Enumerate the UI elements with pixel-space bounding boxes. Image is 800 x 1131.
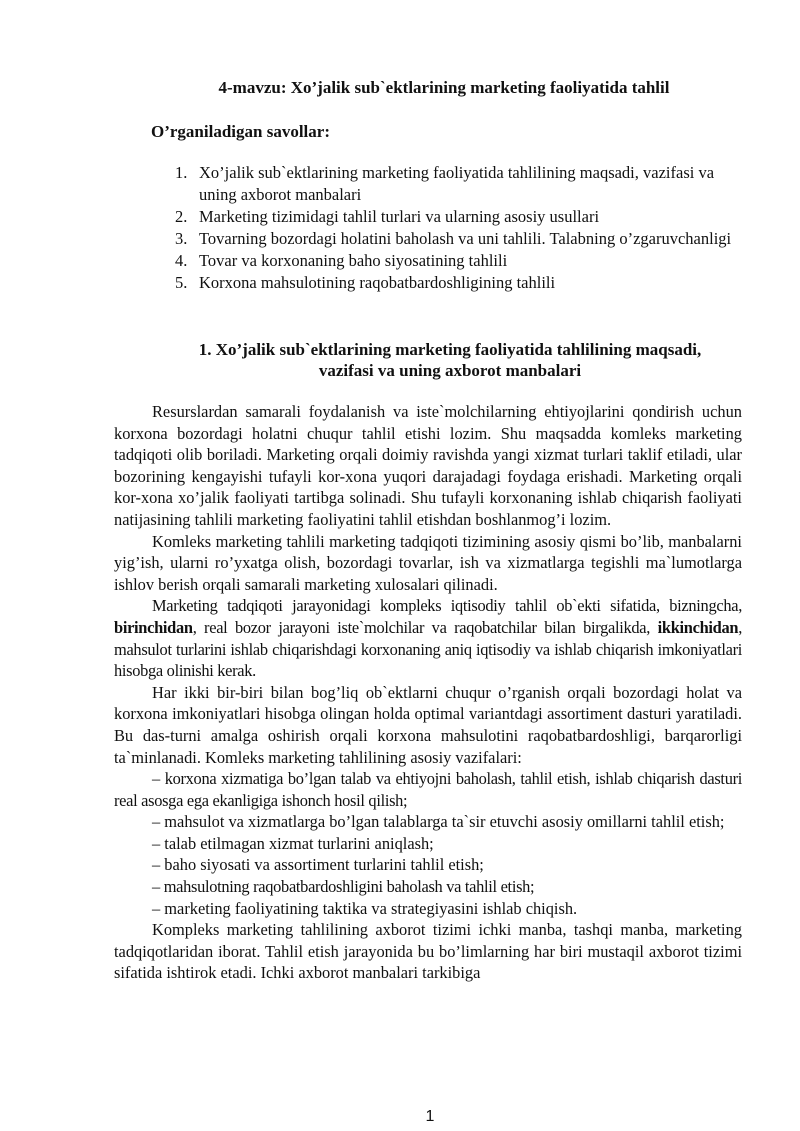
section-heading-line: vazifasi va uning axborot manbalari	[318, 361, 582, 380]
list-item-number: 3.	[175, 229, 188, 248]
section-heading-line: 1. Xo’jalik sub`ektlarining marketing faoliyatida tahlilining maqsadi,	[198, 340, 702, 359]
list-item-number: 1.	[175, 163, 188, 182]
list-item	[175, 272, 735, 294]
dash-list-item: – korxona xizmatiga bo’lgan talab va ehtiyojni baholash, tahlil etish, ishlab chiqarish dasturi real asosga ega ekanligiga ishonch hosil qilish;	[114, 769, 742, 810]
dash-list-item: – talab etilmagan xizmat turlarini aniqlash;	[152, 833, 434, 853]
list-item-text: Xo’jalik sub`ektlarining marketing faoliyatida tahlilining maqsadi, vazifasi va uning axborot manbalari	[199, 163, 715, 204]
paragraph: Resurslardan samarali foydalanish va iste`molchilarning ehtiyojlarini qondirish uchun korxona bozordagi holatni chuqur tahlil etishi lozim. Shu maqsadda komleks marketing tadqiqoti olib boriladi. Marketing orqali doimiy ravishda yangi xizmat turlari taklif etiladi, ular bozorining kengayishi tufayli kor-xona yuqori darajadagi foydaga erishadi. Marketing orqali kor-xona xo’jalik faoliyati tartibga solinadi. Shu tufayli korxonaning ishlab chiqarish faoliyati natijasining tahlili marketing faoliyatini tahlil etishdan boshlanmog’i lozim.	[114, 402, 742, 529]
emphasis-ikkinchidan: ikkinchidan	[657, 617, 739, 637]
list-item	[175, 228, 735, 250]
list-item-number: 4.	[175, 251, 188, 270]
list-item-text: Marketing tizimidagi tahlil turlari va ularning asosiy usullari	[199, 207, 600, 226]
list-item-text: Korxona mahsulotining raqobatbardoshligining tahlili	[199, 273, 556, 292]
list-item-text: Tovarning bozordagi holatini baholash va uni tahlili. Talabning o’zgaruvchanligi	[199, 229, 732, 248]
dash-list-item: – mahsulot va xizmatlarga bo’lgan talablarga ta`sir etuvchi asosiy omillarni tahlil etish;	[152, 812, 725, 832]
paragraph-text: , real bozor jarayoni iste`molchilar va raqobatchilar bilan birgalikda,	[192, 617, 658, 637]
paragraph-text: Marketing tadqiqoti jarayonidagi kompleks iqtisodiy tahlil ob`ekti sifatida, bizningcha,	[152, 596, 742, 616]
section-heading	[130, 339, 770, 381]
list-item	[175, 206, 735, 228]
paragraph	[114, 595, 742, 681]
dash-list-item: – baho siyosati va assortiment turlarini tahlil etish;	[152, 855, 484, 875]
paragraph: Har ikki bir-biri bilan bog’liq ob`ektlarni chuqur o’rganish orqali bozordagi holat va korxona imkoniyatlari hisobga olingan holda optimal variantdagi assortiment dasturi yaratiladi. Bu das-turni amalga oshirish orqali korxona mahsulotini raqobatbardoshligi, barqarorligi ta`minlanadi. Komleks marketing tahlilining asosiy vazifalari:	[114, 682, 742, 767]
dash-list-item: – mahsulotning raqobatbardoshligini baholash va tahlil etish;	[152, 877, 535, 897]
topic-title: 4-mavzu: Xo’jalik sub`ektlarining marketing faoliyatida tahlil	[218, 78, 670, 97]
page-number: 1	[425, 1108, 435, 1125]
questions-heading: O’rganiladigan savollar:	[151, 122, 330, 141]
list-item-text: Tovar va korxonaning baho siyosatining tahlili	[199, 251, 508, 270]
body-text	[114, 401, 742, 984]
list-item-number: 5.	[175, 273, 188, 292]
list-item	[175, 162, 735, 206]
paragraph: Komleks marketing tahlili marketing tadqiqoti tizimining asosiy qismi bo’lib, manbalarni yig’ish, ularni ro’yxatga olish, bozordagi tovarlar, ish va xizmatlarga tegishli ma`lumotlarga ishlov berish orqali samarali marketing xulosalari qilinadi.	[114, 531, 742, 594]
questions-list	[175, 162, 735, 294]
paragraph: Kompleks marketing tahlilining axborot tizimi ichki manba, tashqi manba, marketing tadqiqotlaridan iborat. Tahlil etish jarayonida bu bo’limlarning har biri mustaqil axborot tizimi sifatida ishtirok etadi. Ichki axborot manbalari tarkibiga	[114, 920, 742, 983]
list-item	[175, 250, 735, 272]
list-item-number: 2.	[175, 207, 188, 226]
paragraph-text: , mahsulot turlarini ishlab chiqarishdagi korxonaning aniq iqtisodiy va ishlab chiqarish imkoniyatlari hisobga olinishi kerak.	[114, 617, 742, 681]
emphasis-birinchidan: birinchidan	[114, 617, 193, 637]
dash-list-item: – marketing faoliyatining taktika va strategiyasini ishlab chiqish.	[152, 898, 578, 918]
